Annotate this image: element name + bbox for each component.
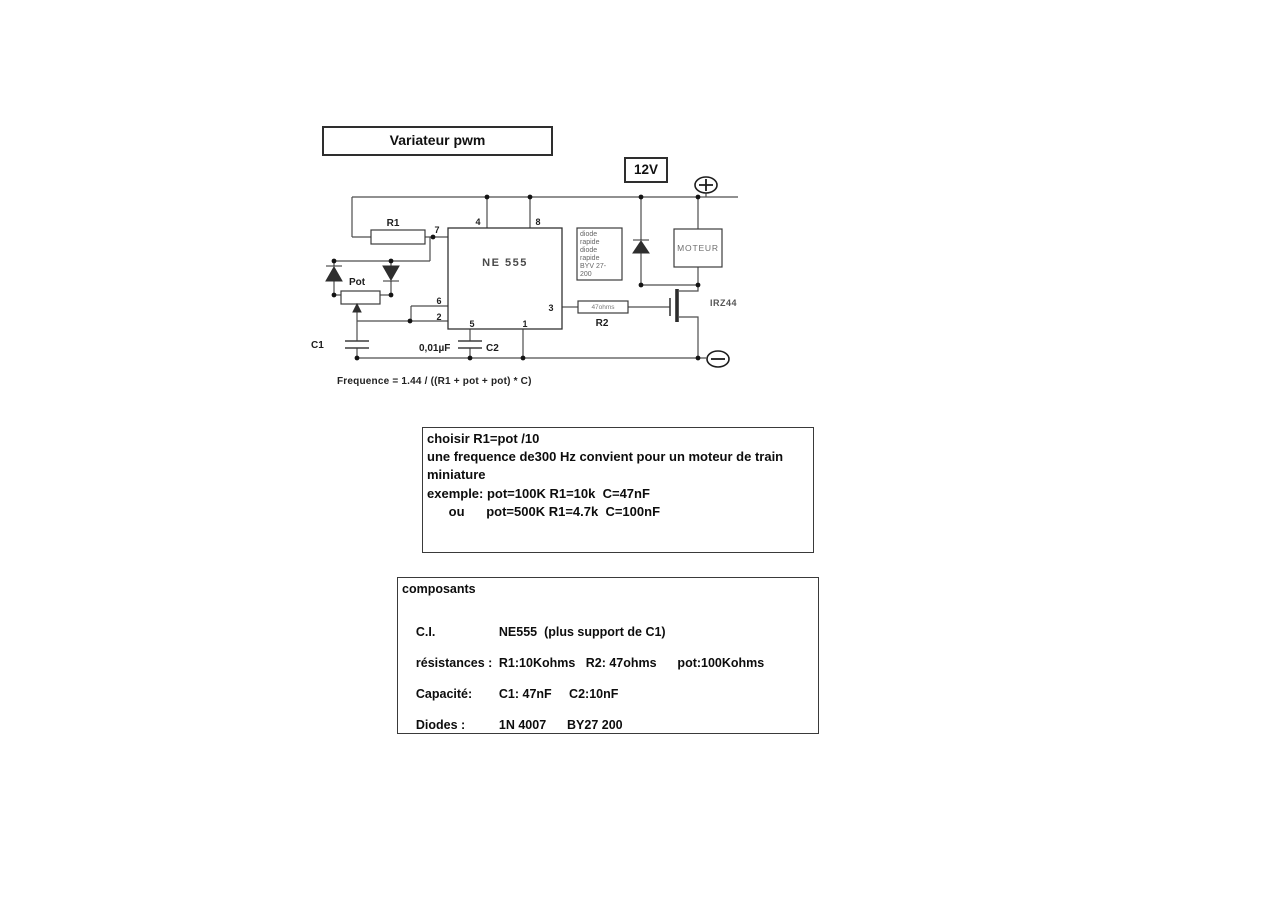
component-value: NE555 (plus support de C1) bbox=[498, 625, 666, 639]
diode-note-line: diode bbox=[580, 231, 598, 238]
pin-5-label: 5 bbox=[469, 319, 475, 329]
resistor-r2-value: 47ohms bbox=[591, 304, 615, 311]
component-value: C1: 47nF C2:10nF bbox=[498, 687, 619, 701]
frequency-formula: Frequence = 1.44 / ((R1 + pot + pot) * C) bbox=[337, 376, 532, 387]
resistor-r2-label: R2 bbox=[595, 318, 609, 329]
potentiometer-label: Pot bbox=[348, 277, 366, 288]
plus-terminal-icon bbox=[695, 177, 717, 193]
note-line: exemple: pot=100K R1=10k C=47nF bbox=[427, 485, 650, 501]
pin-7-label: 7 bbox=[434, 225, 440, 235]
note-line: une frequence de300 Hz convient pour un moteur de train bbox=[427, 449, 784, 465]
diode-note-line: rapide bbox=[580, 239, 600, 246]
component-value: 1N 4007 BY27 200 bbox=[498, 718, 623, 732]
pin-3-label: 3 bbox=[548, 303, 554, 313]
ne555-ic bbox=[448, 228, 562, 329]
capacitor-c1-label: C1 bbox=[311, 340, 324, 351]
capacitor-c2-value: 0,01µF bbox=[419, 343, 451, 354]
component-label: C.I. bbox=[415, 625, 436, 639]
component-label: résistances : bbox=[415, 656, 493, 670]
potentiometer-wiper-arrow bbox=[353, 304, 361, 312]
pin-1-label: 1 bbox=[522, 319, 528, 329]
steering-diode-right bbox=[383, 266, 399, 281]
mosfet-irz44 bbox=[670, 289, 677, 322]
note-line: ou pot=500K R1=4.7k C=100nF bbox=[427, 503, 661, 519]
page-title: Variateur pwm bbox=[389, 132, 486, 148]
resistor-r1-label: R1 bbox=[386, 218, 400, 229]
diode-note-line: rapide bbox=[580, 255, 600, 262]
pin-4-label: 4 bbox=[475, 217, 481, 227]
components-row-diodes bbox=[402, 704, 623, 746]
ne555-ic-label: NE 555 bbox=[482, 257, 528, 269]
mosfet-label: IRZ44 bbox=[710, 298, 738, 308]
supply-voltage-label: 12V bbox=[633, 162, 659, 177]
note-line: miniature bbox=[427, 467, 486, 483]
capacitor-c2-label: C2 bbox=[486, 343, 499, 354]
capacitor-c2 bbox=[458, 341, 482, 348]
components-title: composants bbox=[402, 582, 476, 596]
potentiometer bbox=[341, 291, 380, 304]
component-label: Diodes : bbox=[415, 718, 466, 732]
diode-note-line: 200 bbox=[580, 271, 592, 278]
flyback-diode bbox=[633, 240, 649, 253]
capacitor-c1 bbox=[345, 341, 369, 348]
note-line: choisir R1=pot /10 bbox=[427, 431, 540, 446]
diode-note-line: diode bbox=[580, 247, 598, 254]
design-notes-box bbox=[422, 427, 814, 553]
resistor-r1 bbox=[371, 230, 425, 244]
pin-6-label: 6 bbox=[436, 296, 442, 306]
component-label: Capacité: bbox=[415, 687, 473, 701]
minus-terminal-icon bbox=[707, 351, 729, 367]
pin-2-label: 2 bbox=[436, 312, 442, 322]
steering-diode-left bbox=[326, 266, 342, 281]
component-value: R1:10Kohms R2: 47ohms pot:100Kohms bbox=[498, 656, 765, 670]
components-box bbox=[397, 577, 819, 734]
diode-note-line: BYV 27- bbox=[580, 263, 607, 270]
motor-label: MOTEUR bbox=[677, 243, 719, 253]
pin-8-label: 8 bbox=[535, 217, 541, 227]
